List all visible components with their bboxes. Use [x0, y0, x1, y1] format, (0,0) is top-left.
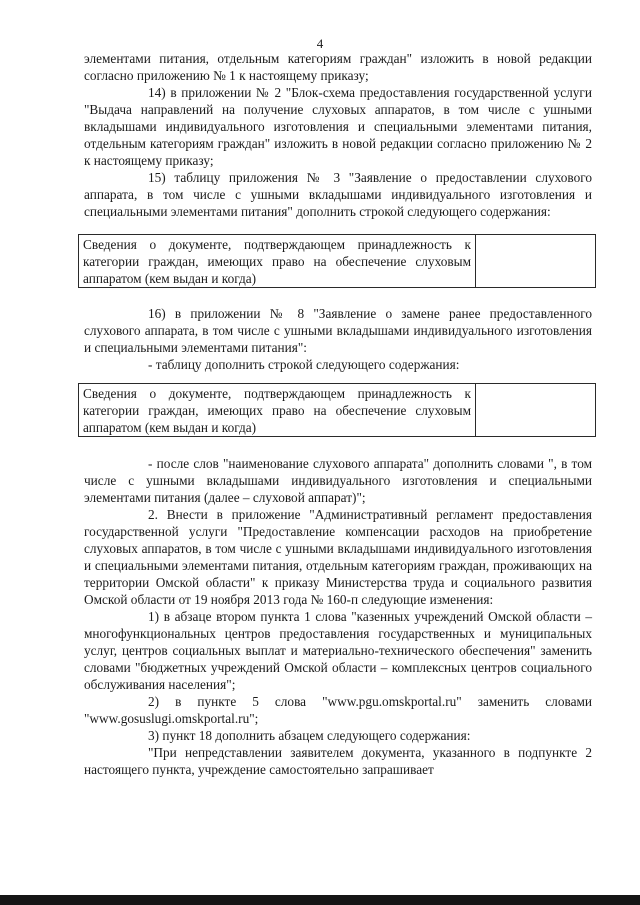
- appendix-3-table: [78, 234, 596, 288]
- table-cell-label: Сведения о документе, подтверждающем принадлежность к категории граждан, имеющих право на обеспечение слуховым аппаратом (кем выдан и когда): [79, 384, 476, 437]
- paragraph-item-14: 14) в приложении № 2 "Блок-схема предоставления государственной услуги "Выдача направлений на получение слуховых аппаратов, в том числе с ушными вкладышами индивидуального изготовления и специальными элементами питания, отдельным категориям граждан" изложить в новой редакции согласно приложению № 2 к настоящему приказу;: [84, 85, 592, 168]
- table-row: [79, 384, 596, 437]
- paragraph-item-15: 15) таблицу приложения № 3 "Заявление о предоставлении слухового аппарата, в том числе с ушными вкладышами индивидуального изготовления и специальными элементами питания" дополнить строкой следующего содержания:: [84, 170, 592, 219]
- scan-bottom-edge: [0, 895, 640, 905]
- paragraph-item-16: 16) в приложении № 8 "Заявление о замене ранее предоставленного слухового аппарата, в том числе с ушными вкладышами индивидуального изготовления и специальными элементами питания":: [84, 306, 592, 355]
- page-number: 4: [316, 36, 324, 51]
- table-cell-empty: [476, 235, 596, 288]
- table-row: [79, 235, 596, 288]
- paragraph-section-2: 2. Внести в приложение "Административный регламент предоставления государственной услуги "Предоставление компенсации расходов на приобретение слуховых аппаратов, в том числе с ушными вкладышами индивидуального изготовления и специальными элементами питания, отдельным категориям граждан, проживающих на территории Омской области" к приказу Министерства труда и социального развития Омской области от 19 ноября 2013 года № 160-п следующие изменения:: [84, 507, 592, 607]
- paragraph-subitem-2: 2) в пункте 5 слова "www.pgu.omskportal.ru" заменить словами "www.gosuslugi.omskportal.ru";: [84, 694, 592, 726]
- appendix-8-table: [78, 383, 596, 437]
- paragraph-subitem-3: 3) пункт 18 дополнить абзацем следующего содержания:: [148, 728, 471, 743]
- paragraph-after-words: - после слов "наименование слухового аппарата" дополнить словами ", в том числе с ушными вкладышами индивидуального изготовления и специальными элементами питания (далее – слуховой аппарат)";: [84, 456, 592, 505]
- paragraph-continuation: элементами питания, отдельным категориям граждан" изложить в новой редакции согласно приложению № 1 к настоящему приказу;: [84, 51, 592, 83]
- table-cell-empty: [476, 384, 596, 437]
- paragraph-subitem-1: 1) в абзаце втором пункта 1 слова "казенных учреждений Омской области – многофункциональных центров предоставления государственных и муниципальных услуг, центров социальных выплат и материально-технического обеспечения" заменить словами "бюджетных учреждений Омской области – комплексных центров социального обслуживания населения";: [84, 609, 592, 692]
- table-cell-label: Сведения о документе, подтверждающем принадлежность к категории граждан, имеющих право на обеспечение слуховым аппаратом (кем выдан и когда): [79, 235, 476, 288]
- paragraph-quote-start: "При непредставлении заявителем документа, указанного в подпункте 2 настоящего пункта, учреждение самостоятельно запрашивает: [84, 745, 592, 777]
- document-body: [84, 50, 592, 778]
- paragraph-table-instruction: - таблицу дополнить строкой следующего содержания:: [148, 357, 460, 372]
